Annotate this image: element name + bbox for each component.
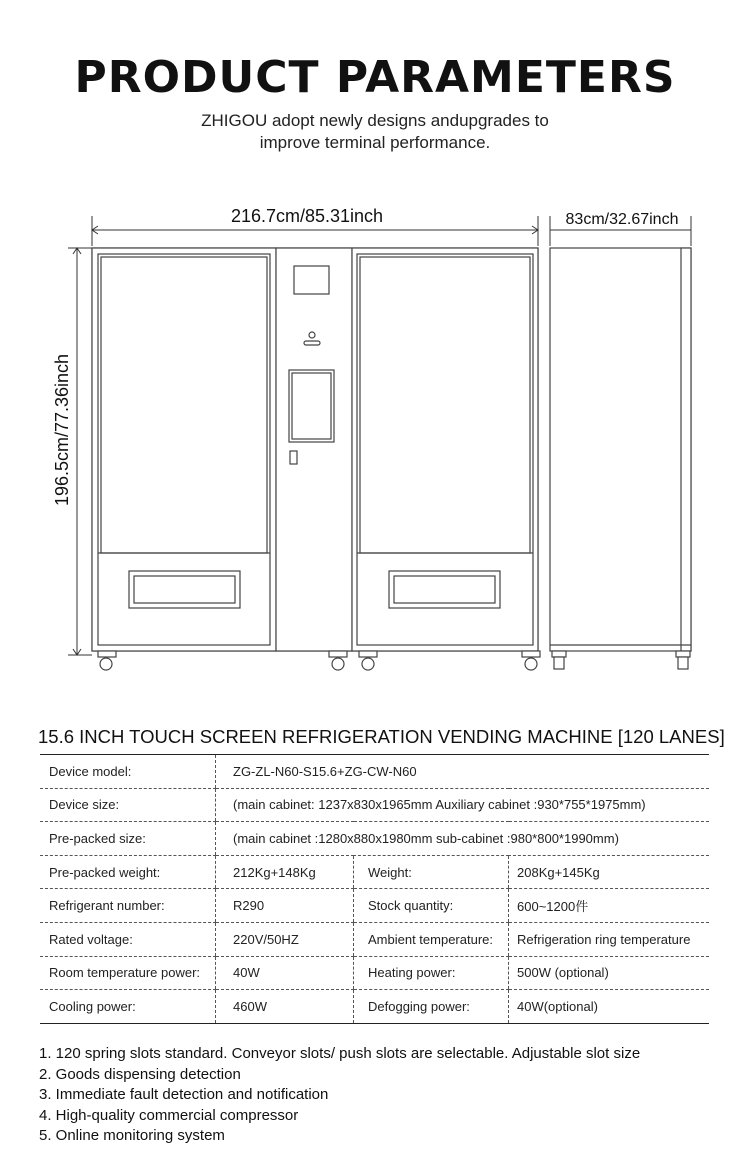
spec-value: 500W (optional) [509,956,710,990]
spec-value: 40W(optional) [509,990,710,1024]
table-row [40,956,709,990]
depth-label: 83cm/32.67inch [565,211,679,228]
spec-value: Refrigeration ring temperature [509,922,710,956]
spec-value: 460W [216,990,354,1024]
spec-label: Defogging power: [354,990,509,1024]
table-row [40,788,709,822]
left-glass-window [101,257,267,553]
page-subtitle [0,110,750,154]
spec-value: (main cabinet :1280x880x1980mm sub-cabinet :980*800*1990mm) [216,822,710,856]
sensor-dot [309,332,315,338]
spec-label: Pre-packed size: [40,822,216,856]
front-view [92,248,538,651]
control-panel-column [276,248,352,651]
spec-value: 220V/50HZ [216,922,354,956]
side-view [550,248,691,669]
spec-value: 40W [216,956,354,990]
spec-label: Stock quantity: [354,889,509,923]
spec-value: ZG-ZL-N60-S15.6+ZG-CW-N60 [216,755,710,789]
spec-label: Heating power: [354,956,509,990]
list-item: 5. Online monitoring system [39,1127,225,1145]
spec-label: Cooling power: [40,990,216,1024]
page-title: PRODUCT PARAMETERS [74,52,676,103]
table-row [40,755,709,789]
spec-label: Device model: [40,755,216,789]
spec-label: Rated voltage: [40,922,216,956]
width-label: 216.7cm/85.31inch [230,206,384,226]
spec-table [40,754,709,1024]
machine-dimension-diagram [0,190,750,690]
table-row [40,922,709,956]
table-row [40,990,709,1024]
feature-list [39,1044,640,1147]
product-heading: 15.6 INCH TOUCH SCREEN REFRIGERATION VENDING MACHINE [120 LANES] [38,726,725,747]
table-row [40,822,709,856]
list-item: 2. Goods dispensing detection [39,1065,241,1083]
table-row [40,889,709,923]
spec-label: Refrigerant number: [40,889,216,923]
list-item: 1. 120 spring slots standard. Conveyor slots/ push slots are selectable. Adjustable slot size [39,1045,641,1062]
card-slot [290,451,297,464]
spec-value: 208Kg+145Kg [509,855,710,889]
spec-label: Pre-packed weight: [40,855,216,889]
table-row [40,855,709,889]
front-casters [98,651,540,670]
subtitle-line-1: ZHIGOU adopt newly designs andupgrades to [201,111,549,130]
spec-value: 212Kg+148Kg [216,855,354,889]
spec-value: (main cabinet: 1237x830x1965mm Auxiliary cabinet :930*755*1975mm) [216,788,710,822]
right-glass-window [360,257,530,553]
spec-value: 600~1200件 [509,889,710,923]
list-item: 3. Immediate fault detection and notification [39,1086,329,1104]
spec-label: Ambient temperature: [354,922,509,956]
spec-label: Weight: [354,855,509,889]
list-item: 4. High-quality commercial compressor [39,1106,299,1124]
height-label: 196.5cm/77.36inch [52,353,72,507]
spec-value: R290 [216,889,354,923]
spec-label: Device size: [40,788,216,822]
subtitle-line-2: improve terminal performance. [259,133,491,152]
camera-screen [294,266,329,294]
spec-label: Room temperature power: [40,956,216,990]
